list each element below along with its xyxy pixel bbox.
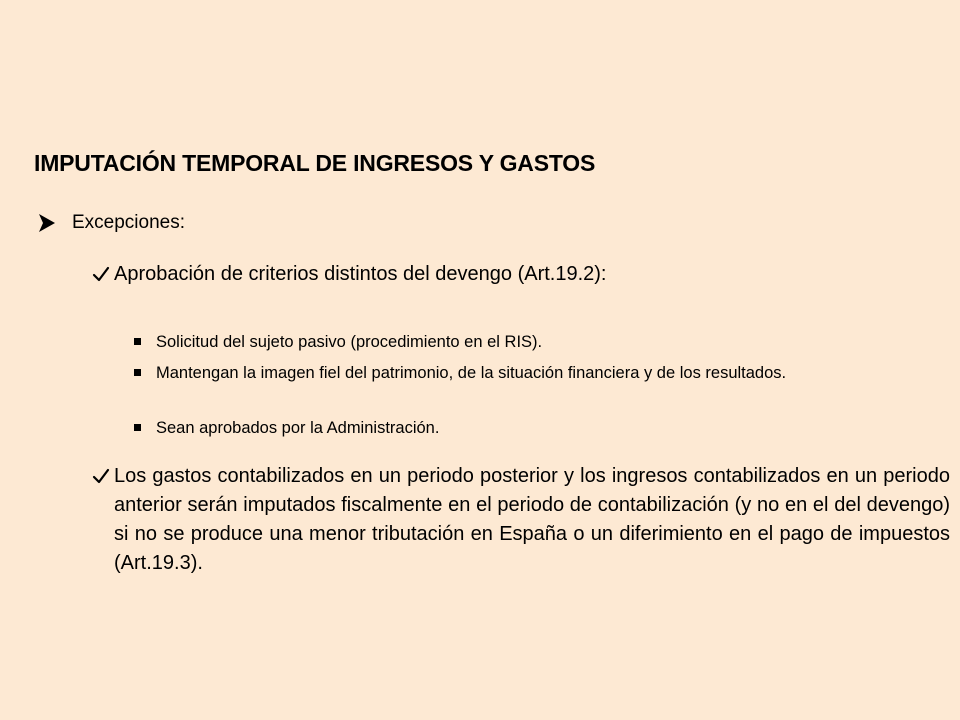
section-heading <box>36 212 185 234</box>
subpoint-2-text: Mantengan la imagen fiel del patrimonio, de la situación financiera y de los resultados. <box>156 364 787 382</box>
checkmark-icon <box>92 265 110 283</box>
square-bullet-icon <box>134 369 141 376</box>
section-label: Excepciones: <box>72 212 186 233</box>
subpoint-1 <box>132 330 952 354</box>
square-bullet-icon <box>134 424 141 431</box>
arrow-bullet-icon <box>36 212 58 234</box>
subpoint-3-text: Sean aprobados por la Administración. <box>156 419 440 437</box>
checkmark-icon <box>92 467 110 485</box>
subpoint-2 <box>132 361 952 385</box>
slide-title: IMPUTACIÓN TEMPORAL DE INGRESOS Y GASTOS <box>34 150 596 176</box>
subpoint-1-text: Solicitud del sujeto pasivo (procedimiento en el RIS). <box>156 333 543 351</box>
point-1-text: Aprobación de criterios distintos del devengo (Art.19.2): <box>114 263 607 285</box>
point-2-text: Los gastos contabilizados en un periodo posterior y los ingresos contabilizados en un periodo anterior serán imputados fiscalmente en el periodo de contabilización (y no en el del devengo) si no se produce una menor tributación en España o un diferimiento en el pago de impuestos (Art.19.3). <box>114 465 950 574</box>
point-2 <box>92 462 950 578</box>
subpoint-3 <box>132 416 952 440</box>
point-1 <box>92 260 950 289</box>
square-bullet-icon <box>134 338 141 345</box>
